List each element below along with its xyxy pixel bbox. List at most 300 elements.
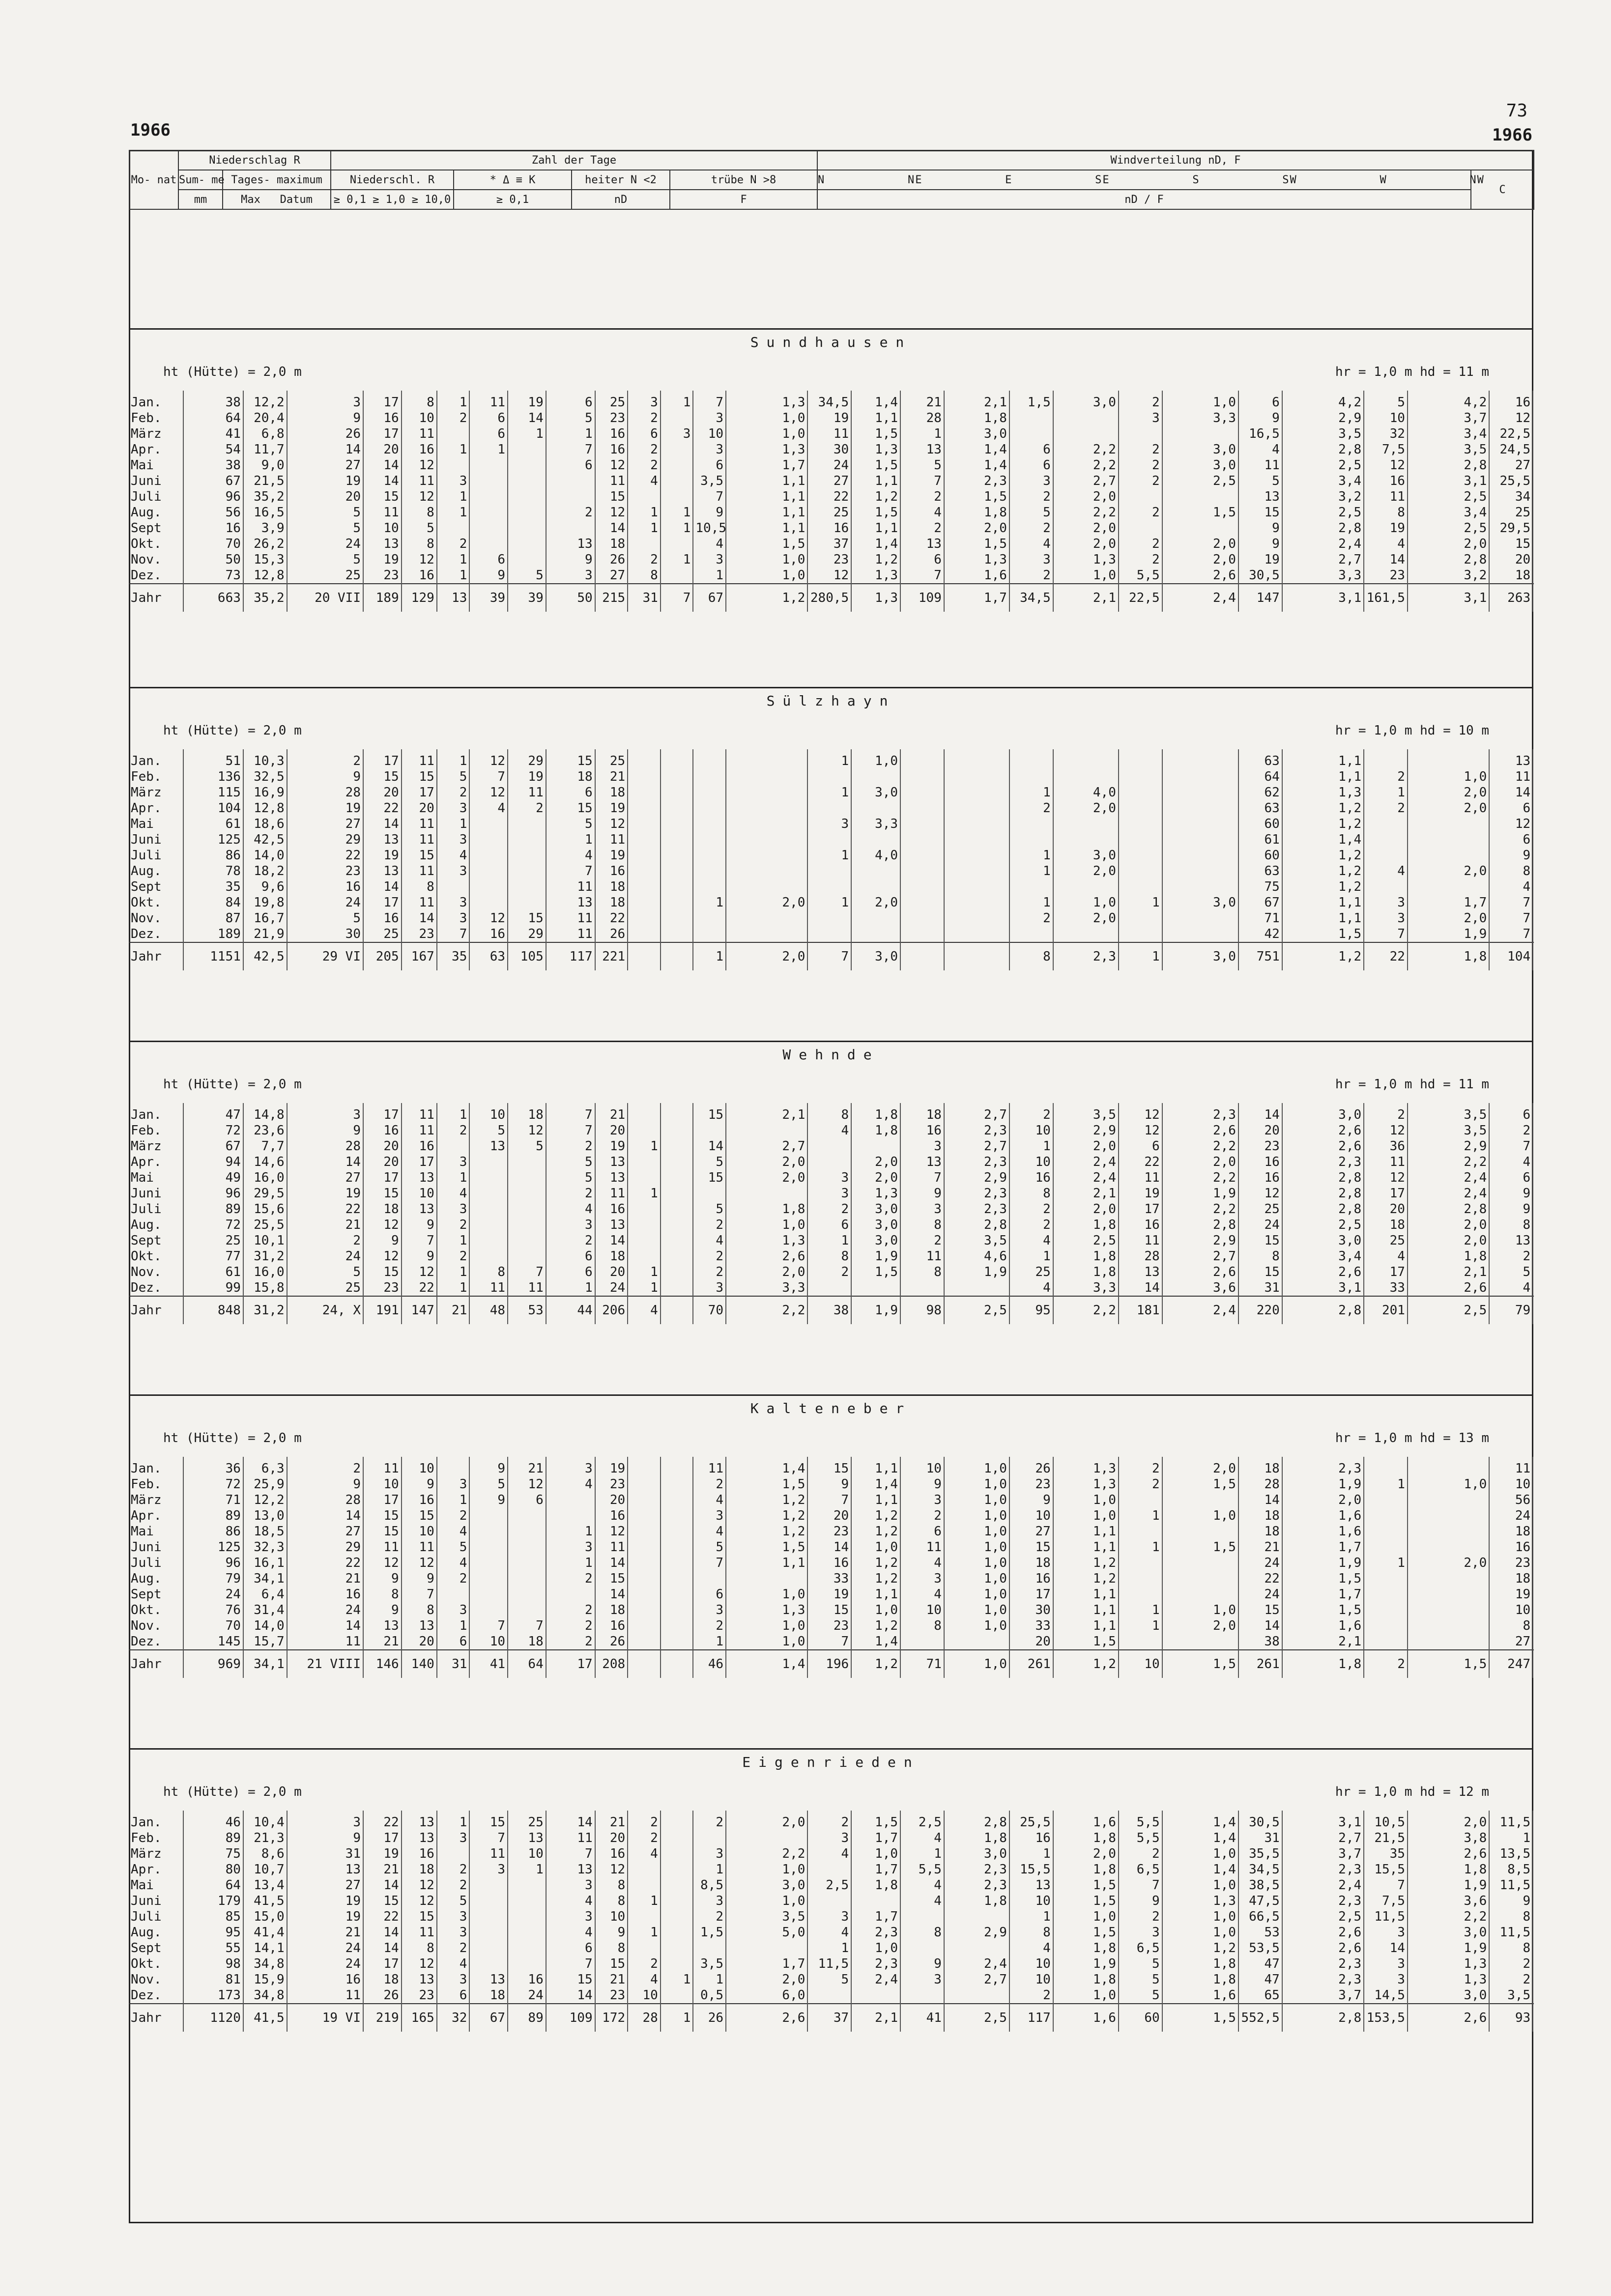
table-cell: 2: [1119, 391, 1162, 410]
table-cell: [469, 879, 508, 895]
table-cell: 12: [1364, 1170, 1408, 1186]
table-cell: 7: [546, 1846, 595, 1862]
table-cell: 11,5: [807, 1956, 851, 1972]
table-cell: 34,5: [807, 391, 851, 410]
table-cell: 2,5: [1408, 489, 1489, 505]
table-cell: 62: [1238, 785, 1282, 800]
table-cell: 2,3: [1282, 1154, 1364, 1170]
table-cell: 1: [693, 942, 726, 970]
table-cell: 14: [546, 1987, 595, 2004]
table-cell: 115: [183, 785, 243, 800]
table-cell: 31,4: [243, 1602, 287, 1618]
table-cell: 2,9: [1282, 410, 1364, 426]
table-cell: 46: [693, 1650, 726, 1678]
table-cell: [1119, 879, 1162, 895]
table-cell: 21: [900, 391, 944, 410]
table-cell: 4: [807, 1846, 851, 1862]
table-cell: 13: [1009, 1877, 1053, 1893]
table-cell: 4: [546, 1201, 595, 1217]
table-row: [129, 1103, 1533, 1123]
month-label: Nov.: [131, 1972, 162, 1987]
table-cell: 2,3: [851, 1925, 900, 1940]
table-row: [129, 942, 1533, 970]
table-cell: 2: [437, 1508, 470, 1524]
table-cell: [437, 426, 470, 442]
table-cell: 24: [1238, 1217, 1282, 1233]
table-cell: [1162, 879, 1238, 895]
table-cell: 3,3: [1053, 1280, 1119, 1296]
table-cell: 27: [287, 1524, 363, 1539]
table-cell: 2,7: [944, 1138, 1009, 1154]
table-cell: 1,0: [944, 1524, 1009, 1539]
table-cell: 14: [363, 879, 402, 895]
table-cell: 2,1: [944, 391, 1009, 410]
table-cell: 9: [402, 1476, 437, 1492]
table-cell: 2,0: [1408, 536, 1489, 552]
table-cell: 1,8: [851, 1877, 900, 1893]
table-row: [129, 1893, 1533, 1909]
table-cell: 2,0: [1162, 1154, 1238, 1170]
station-table: [129, 1457, 1533, 1678]
month-label: März: [131, 1846, 162, 1861]
header-truebe: trübe N >8: [670, 170, 817, 190]
month-label: Apr.: [131, 1862, 162, 1877]
table-cell: 6,8: [243, 426, 287, 442]
table-cell: 1,5: [851, 1264, 900, 1280]
table-cell: 5: [546, 410, 595, 426]
table-cell: 9: [363, 1233, 402, 1248]
table-cell: 20: [595, 1123, 628, 1138]
table-cell: 22: [287, 1555, 363, 1571]
month-label: Apr.: [131, 1508, 162, 1523]
table-cell: 9: [546, 552, 595, 567]
table-cell: 1: [661, 505, 693, 520]
table-row: [129, 1877, 1533, 1893]
table-cell: 35,2: [243, 489, 287, 505]
table-cell: 72: [183, 1217, 243, 1233]
table-cell: 2,5: [1408, 1296, 1489, 1324]
table-cell: 215: [595, 584, 628, 612]
table-cell: 54: [183, 442, 243, 457]
table-cell: 11: [546, 879, 595, 895]
table-header: [129, 150, 1533, 210]
table-cell: 2,0: [1408, 910, 1489, 926]
table-cell: 32: [1364, 426, 1408, 442]
table-cell: 5: [508, 1138, 546, 1154]
table-cell: 2,3: [1282, 1862, 1364, 1877]
station-table: [129, 1811, 1533, 2032]
table-cell: 19,8: [243, 895, 287, 910]
header-niederschlag: Niederschlag R: [178, 150, 331, 170]
table-row: [129, 1296, 1533, 1324]
table-cell: 1: [1119, 1508, 1162, 1524]
header-unit: mm: [178, 190, 223, 209]
table-cell: 64: [183, 410, 243, 426]
table-cell: 1: [437, 1280, 470, 1296]
table-cell: 11: [469, 391, 508, 410]
table-cell: 4: [693, 536, 726, 552]
table-cell: 1: [437, 505, 470, 520]
table-cell: [693, 848, 726, 863]
table-cell: [1408, 1571, 1489, 1587]
month-label: Juli: [131, 1202, 162, 1217]
table-cell: 14,5: [1364, 1987, 1408, 2004]
table-cell: 22: [287, 848, 363, 863]
table-cell: [628, 1201, 661, 1217]
table-cell: 3,5: [1408, 1103, 1489, 1123]
table-cell: [1162, 1524, 1238, 1539]
month-label: Sept: [131, 521, 162, 536]
table-cell: [469, 1877, 508, 1893]
table-cell: [661, 749, 693, 769]
table-cell: 17: [363, 1103, 402, 1123]
table-cell: 1,5: [1162, 1650, 1238, 1678]
table-cell: [469, 1909, 508, 1925]
table-cell: [1408, 1457, 1489, 1476]
table-cell: 1,8: [1053, 1940, 1119, 1956]
table-cell: 1: [807, 848, 851, 863]
table-cell: 8: [1009, 1925, 1053, 1940]
table-row: [129, 1457, 1533, 1476]
table-cell: 23: [807, 552, 851, 567]
table-cell: [900, 879, 944, 895]
table-cell: [469, 1186, 508, 1201]
table-cell: 3,0: [851, 1217, 900, 1233]
table-cell: 1,7: [1282, 1539, 1364, 1555]
table-cell: 17: [363, 1170, 402, 1186]
table-cell: 1,0: [1053, 1508, 1119, 1524]
table-cell: 12: [402, 1877, 437, 1893]
table-cell: 24: [1238, 1555, 1282, 1571]
table-cell: [944, 785, 1009, 800]
table-cell: 35: [437, 942, 470, 970]
table-cell: 1,6: [1162, 1987, 1238, 2004]
table-cell: 7: [693, 489, 726, 505]
table-cell: [1119, 1492, 1162, 1508]
table-cell: 20: [363, 1138, 402, 1154]
table-cell: 18: [595, 1248, 628, 1264]
table-cell: 848: [183, 1296, 243, 1324]
table-cell: 3: [1009, 552, 1053, 567]
table-cell: 12: [1364, 1123, 1408, 1138]
table-cell: [469, 895, 508, 910]
table-cell: 1: [1009, 785, 1053, 800]
table-cell: 5,0: [726, 1925, 807, 1940]
table-cell: 1,0: [944, 1457, 1009, 1476]
table-cell: 24, X: [287, 1296, 363, 1324]
table-cell: 5: [469, 1476, 508, 1492]
table-cell: 1: [437, 391, 470, 410]
table-row: [129, 749, 1533, 769]
table-cell: [661, 1555, 693, 1571]
table-cell: 15,5: [1364, 1862, 1408, 1877]
month-label: Juni: [131, 1894, 162, 1908]
table-cell: 2: [437, 1862, 470, 1877]
table-cell: 15,3: [243, 552, 287, 567]
table-cell: 20: [807, 1508, 851, 1524]
table-cell: 15: [807, 1602, 851, 1618]
header-f: F: [670, 190, 817, 209]
table-cell: 26: [693, 2004, 726, 2032]
table-cell: 1,6: [944, 567, 1009, 584]
table-cell: 8: [900, 1264, 944, 1280]
table-cell: [726, 848, 807, 863]
table-cell: 5: [1119, 1956, 1162, 1972]
table-cell: [693, 749, 726, 769]
table-cell: 2: [693, 1264, 726, 1280]
table-cell: [508, 552, 546, 567]
table-cell: 1,3: [851, 1186, 900, 1201]
table-cell: 7: [693, 391, 726, 410]
table-cell: 3: [693, 1280, 726, 1296]
table-cell: [1119, 1571, 1162, 1587]
table-cell: 15: [363, 1524, 402, 1539]
table-cell: 13: [469, 1972, 508, 1987]
table-cell: 8,5: [1489, 1862, 1533, 1877]
table-cell: 19: [1238, 552, 1282, 567]
table-cell: [900, 832, 944, 848]
table-cell: 20: [1489, 552, 1533, 567]
table-cell: [1408, 848, 1489, 863]
table-cell: [508, 1925, 546, 1940]
table-cell: 56: [183, 505, 243, 520]
month-label: Dez.: [131, 1988, 162, 2003]
table-cell: 23: [595, 1987, 628, 2004]
table-cell: 2,6: [1408, 1280, 1489, 1296]
table-cell: 25: [595, 391, 628, 410]
month-label: Mai: [131, 458, 154, 473]
table-cell: 2,0: [1053, 863, 1119, 879]
table-cell: 35,5: [1238, 1846, 1282, 1862]
table-cell: 196: [807, 1650, 851, 1678]
table-cell: 19: [1489, 1587, 1533, 1602]
station-ht: ht (Hütte) = 2,0 m: [163, 365, 302, 379]
table-cell: 1,4: [851, 1634, 900, 1650]
table-row: [129, 1956, 1533, 1972]
table-cell: 10: [469, 1634, 508, 1650]
table-cell: 33: [807, 1571, 851, 1587]
table-cell: 12: [508, 1123, 546, 1138]
table-cell: [469, 1201, 508, 1217]
table-cell: [693, 816, 726, 832]
table-cell: 38: [1238, 1634, 1282, 1650]
table-cell: 104: [183, 800, 243, 816]
table-cell: 2,4: [1162, 1296, 1238, 1324]
table-cell: 2,0: [1162, 536, 1238, 552]
table-cell: [508, 1555, 546, 1571]
table-cell: [469, 1587, 508, 1602]
table-cell: [851, 1987, 900, 2004]
table-cell: 3,3: [851, 816, 900, 832]
table-cell: [807, 863, 851, 879]
table-cell: 10: [628, 1987, 661, 2004]
table-cell: 1,3: [726, 1602, 807, 1618]
table-cell: 104: [1489, 942, 1533, 970]
table-row: [129, 1476, 1533, 1492]
table-cell: 6: [1009, 442, 1053, 457]
table-cell: 18: [1238, 1457, 1282, 1476]
table-cell: 11: [546, 910, 595, 926]
station-name: Eigenrieden: [742, 1754, 920, 1770]
table-cell: 12: [1489, 816, 1533, 832]
table-cell: 75: [183, 1846, 243, 1862]
table-cell: 27: [595, 567, 628, 584]
table-cell: 23,6: [243, 1123, 287, 1138]
table-cell: 6: [900, 552, 944, 567]
table-cell: 2,0: [1053, 1846, 1119, 1862]
table-cell: 13: [363, 832, 402, 848]
table-cell: 15: [807, 1457, 851, 1476]
table-cell: 11: [363, 1539, 402, 1555]
table-cell: 4: [546, 1925, 595, 1940]
table-cell: 27: [287, 1170, 363, 1186]
table-cell: [807, 879, 851, 895]
table-cell: [807, 926, 851, 942]
table-cell: 3,9: [243, 520, 287, 536]
table-cell: 2,8: [1282, 520, 1364, 536]
table-cell: 4: [546, 1476, 595, 1492]
table-cell: [508, 1201, 546, 1217]
table-cell: 26: [595, 926, 628, 942]
station-table: [129, 391, 1533, 612]
table-cell: 9: [363, 1602, 402, 1618]
table-cell: 2,1: [851, 2004, 900, 2032]
table-cell: 2: [1119, 536, 1162, 552]
table-cell: [1162, 426, 1238, 442]
table-cell: 1: [807, 749, 851, 769]
table-cell: 2: [628, 442, 661, 457]
table-cell: 18: [546, 769, 595, 785]
table-cell: 31,2: [243, 1248, 287, 1264]
table-cell: 25: [287, 567, 363, 584]
table-cell: 2,6: [1408, 1846, 1489, 1862]
table-cell: 6: [1489, 832, 1533, 848]
table-cell: [1162, 800, 1238, 816]
table-cell: [546, 520, 595, 536]
table-cell: 81: [183, 1972, 243, 1987]
table-cell: 42: [1238, 926, 1282, 942]
month-label: März: [131, 1493, 162, 1507]
table-cell: 2: [807, 1811, 851, 1830]
table-cell: 22: [363, 800, 402, 816]
table-cell: 3,0: [851, 942, 900, 970]
table-cell: 5: [693, 1154, 726, 1170]
table-cell: 10: [1009, 1508, 1053, 1524]
table-cell: 147: [1238, 584, 1282, 612]
table-cell: 1,6: [1053, 2004, 1119, 2032]
table-cell: 3,6: [1162, 1280, 1238, 1296]
table-cell: 8: [1489, 1618, 1533, 1634]
table-cell: 24: [287, 1248, 363, 1264]
table-cell: 3: [693, 1508, 726, 1524]
table-cell: 1,1: [1053, 1524, 1119, 1539]
table-cell: 2,7: [1282, 552, 1364, 567]
table-cell: 2: [437, 536, 470, 552]
station-separator: [129, 1748, 1533, 1750]
table-cell: [661, 536, 693, 552]
month-label: Feb.: [131, 411, 162, 425]
table-cell: 19: [807, 410, 851, 426]
table-cell: 219: [363, 2004, 402, 2032]
table-cell: 18,2: [243, 863, 287, 879]
table-cell: 16,1: [243, 1555, 287, 1571]
table-cell: 1,5: [1009, 391, 1053, 410]
table-cell: [900, 926, 944, 942]
table-row: [129, 1123, 1533, 1138]
table-cell: [900, 1634, 944, 1650]
table-cell: [851, 879, 900, 895]
month-label: Feb.: [131, 1831, 162, 1845]
table-cell: 2: [693, 1476, 726, 1492]
table-cell: 15: [595, 489, 628, 505]
month-label: Mai: [131, 1524, 154, 1539]
month-label: Juni: [131, 1186, 162, 1201]
table-cell: 2,0: [1053, 1201, 1119, 1217]
table-cell: 41,5: [243, 1893, 287, 1909]
table-cell: 13: [402, 1830, 437, 1846]
table-cell: 60: [1238, 816, 1282, 832]
table-cell: 2: [1489, 1248, 1533, 1264]
table-cell: 7: [900, 567, 944, 584]
table-cell: 1,0: [1408, 1476, 1489, 1492]
table-row: [129, 1170, 1533, 1186]
table-cell: 12: [1364, 457, 1408, 473]
table-cell: 11: [402, 1539, 437, 1555]
table-cell: 1,0: [726, 552, 807, 567]
table-row: [129, 1217, 1533, 1233]
table-cell: 1,5: [726, 1539, 807, 1555]
table-cell: 72: [183, 1476, 243, 1492]
table-cell: 2,8: [1408, 1201, 1489, 1217]
table-cell: 1: [900, 426, 944, 442]
table-cell: 21,3: [243, 1830, 287, 1846]
table-cell: 14: [1489, 785, 1533, 800]
table-cell: 2,5: [900, 1811, 944, 1830]
table-cell: 1,1: [1053, 1539, 1119, 1555]
table-cell: [661, 1248, 693, 1264]
table-row: [129, 832, 1533, 848]
table-cell: 63: [1238, 800, 1282, 816]
table-cell: 9: [363, 1571, 402, 1587]
table-cell: 10,3: [243, 749, 287, 769]
table-cell: 96: [183, 489, 243, 505]
table-cell: 16: [183, 520, 243, 536]
table-cell: 14: [402, 910, 437, 926]
table-cell: 11: [1119, 1233, 1162, 1248]
table-cell: 12: [469, 785, 508, 800]
table-cell: [726, 832, 807, 848]
table-cell: 11: [287, 1987, 363, 2004]
table-cell: 16: [1489, 1539, 1533, 1555]
table-cell: [628, 1909, 661, 1925]
table-cell: 10: [508, 1846, 546, 1862]
table-cell: 5: [402, 520, 437, 536]
month-label: Juni: [131, 832, 162, 847]
table-cell: 2: [693, 1909, 726, 1925]
table-cell: 26: [595, 1634, 628, 1650]
table-cell: [469, 1602, 508, 1618]
table-cell: 2,3: [1053, 942, 1119, 970]
table-cell: 21: [595, 769, 628, 785]
table-cell: 1: [437, 442, 470, 457]
table-cell: 5: [437, 1539, 470, 1555]
table-cell: 24: [287, 1956, 363, 1972]
table-cell: 18: [1009, 1555, 1053, 1571]
table-cell: 22: [1119, 1154, 1162, 1170]
table-cell: [628, 1248, 661, 1264]
table-cell: 12,8: [243, 800, 287, 816]
table-cell: 4,2: [1282, 391, 1364, 410]
